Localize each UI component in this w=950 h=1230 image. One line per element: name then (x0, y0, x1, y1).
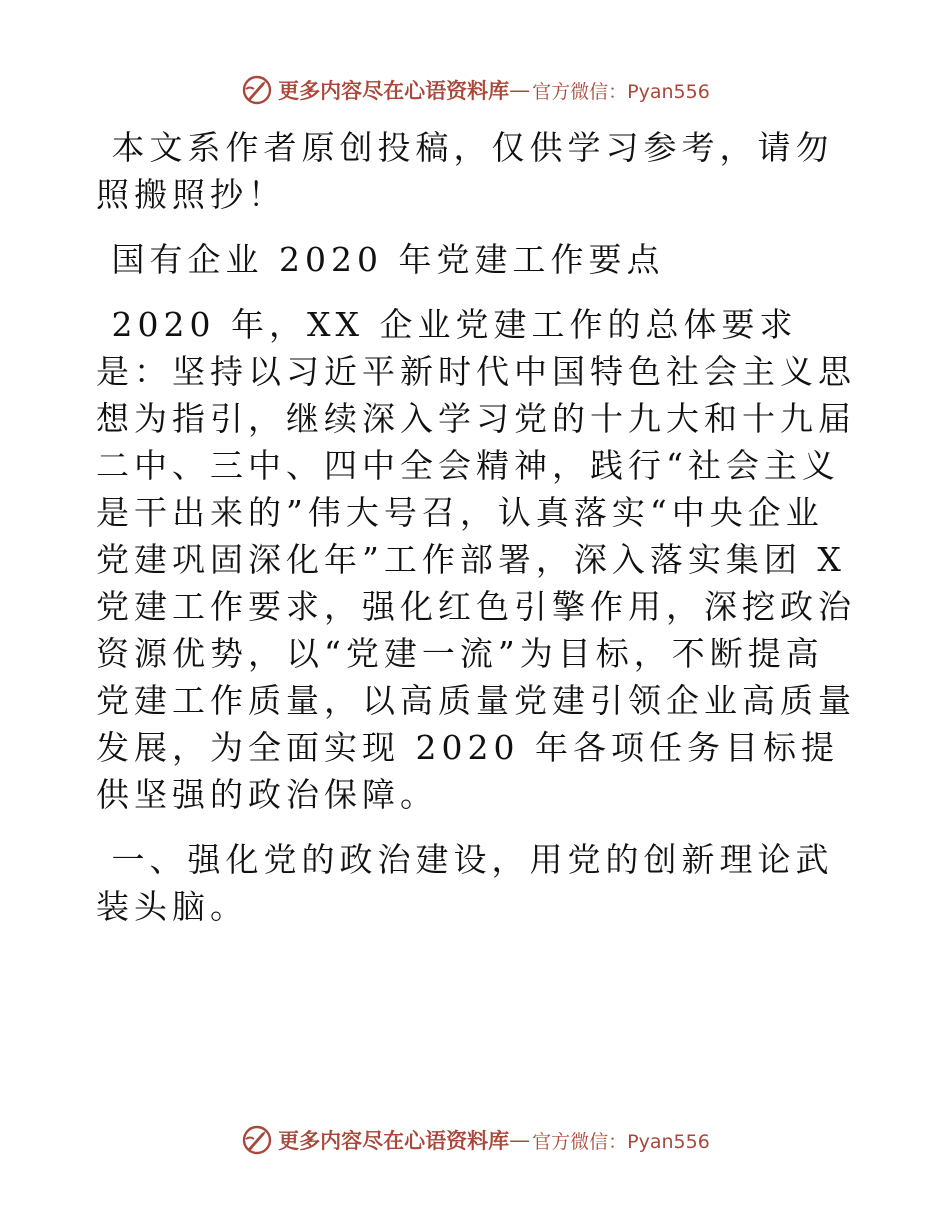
watermark-separator: — (509, 1128, 531, 1152)
footer-watermark (0, 1120, 950, 1160)
header-watermark (0, 70, 950, 110)
watermark-brand: 更多内容尽在心语资料库 (278, 1129, 510, 1153)
body-paragraph: 2020 年，XX 企业党建工作的总体要求是：坚持以习近平新时代中国特色社会主义思想为指引，继续深入学习党的十九大和十九届二中、三中、四中全会精神，践行“社会主义是干出来的”伟大号召，认真落实“中央企业党建巩固深化年”工作部署，深入落实集团 X 党建工作要求，强化红色引擎作用，深挖政治资源优势，以“党建一流”为目标，不断提高党建工作质量，以高质量党建引领企业高质量发展，为全面实现 2020 年各项任务目标提供坚强的政治保障。 (96, 305, 862, 814)
document-body (96, 124, 862, 930)
watermark-separator: — (509, 78, 531, 102)
document-title: 国有企业 2020 年党建工作要点 (96, 240, 665, 279)
watermark-wechat: 官方微信：Pyan556 (532, 80, 710, 103)
watermark-wechat: 官方微信：Pyan556 (532, 1130, 710, 1153)
quill-logo-icon (240, 73, 274, 107)
watermark-brand: 更多内容尽在心语资料库 (278, 79, 510, 103)
copyright-notice: 本文系作者原创投稿，仅供学习参考，请勿照搬照抄！ (96, 128, 834, 214)
section-heading-1: 一、强化党的政治建设，用党的创新理论武装头脑。 (96, 840, 834, 926)
quill-logo-icon (240, 1123, 274, 1157)
